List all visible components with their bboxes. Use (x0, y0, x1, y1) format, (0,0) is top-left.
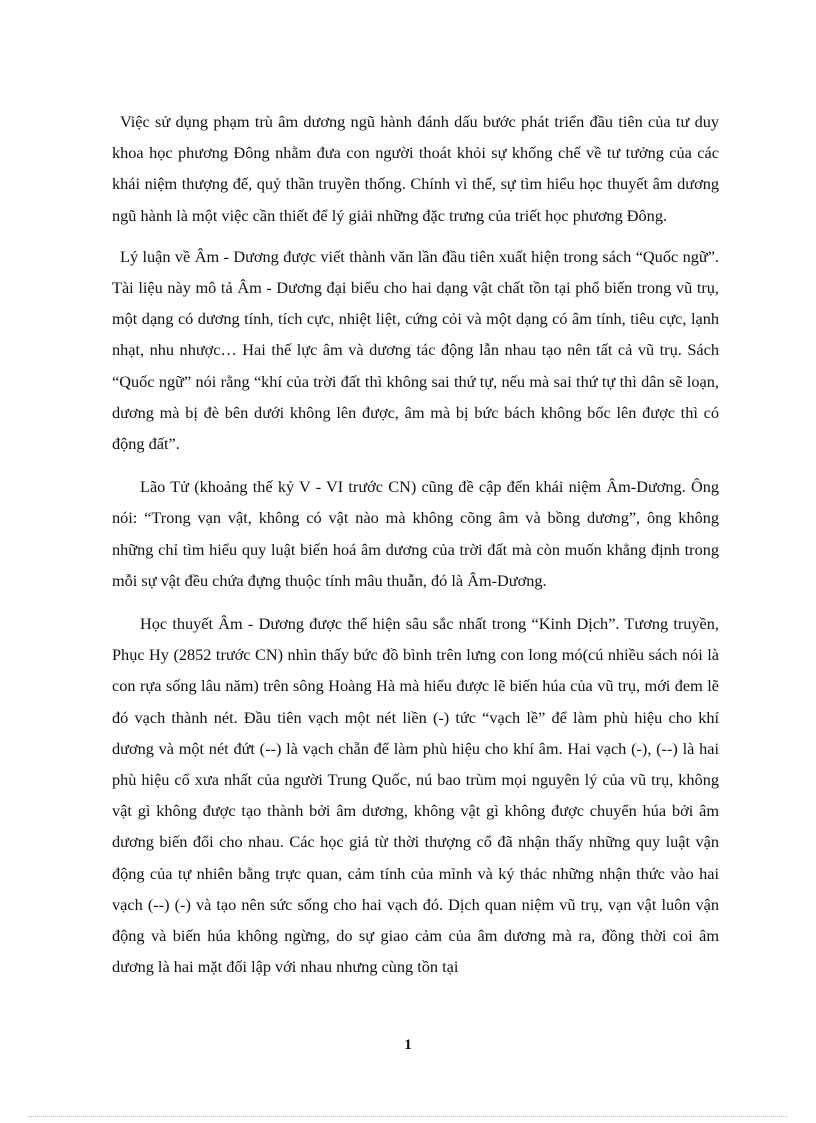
paragraph-1: Việc sử dụng phạm trù âm dương ngũ hành đánh dấu bước phát triển đầu tiên của tư duy khoa học phương Đông nhằm đưa con người thoát khỏi sự khống chế về tư tưởng của các khái niệm thượng đế, quỷ thần truyền thống. Chính vì thế, sự tìm hiểu học thuyết âm dương ngũ hành là một việc cần thiết để lý giải những đặc trưng của triết học phương Đông. (112, 112, 719, 225)
paragraph-2: Lý luận về Âm - Dương được viết thành văn lần đầu tiên xuất hiện trong sách “Quốc ngữ”. Tài liệu này mô tả Âm - Dương đại biểu cho hai dạng vật chất tồn tại phổ biến trong vũ trụ, một dạng có dương tính, tích cực, nhiệt liệt, cứng cỏi và một dạng có âm tính, tiêu cực, lạnh nhạt, nhu nhược… Hai thế lực âm và dương tác động lẫn nhau tạo nên tất cả vũ trụ. Sách “Quốc ngữ” nói rằng “khí của trời đất thì không sai thứ tự, nếu mà sai thứ tự thì dân sẽ loạn, dương mà bị đè bên dưới không lên được, âm mà bị bức bách không bốc lên được thì có động đất”. (112, 246, 719, 454)
document-body (112, 106, 719, 994)
page-bottom-divider (28, 1116, 788, 1117)
page-number: 1 (404, 1037, 412, 1053)
paragraph-3: Lão Tử (khoảng thế kỷ V - VI trước CN) cũng đề cập đến khái niệm Âm-Dương. Ông nói: “Trong vạn vật, không có vật nào mà không cõng âm và bồng dương”, ông không những chỉ tìm hiểu quy luật biến hoá âm dương của trời đất mà còn muốn khẳng định trong mỗi sự vật đều chứa đựng thuộc tính mâu thuẫn, đó là Âm-Dương. (112, 477, 719, 590)
paragraph-4: Học thuyết Âm - Dương được thể hiện sâu sắc nhất trong “Kinh Dịch”. Tương truyền, Phục Hy (2852 trước CN) nhìn thấy bức đồ bình trên lưng con long mó(cú nhiều sách nói là con rựa sống lâu năm) trên sông Hoàng Hà mà hiểu được lẽ biến húa của vũ trụ, mới đem lẽ đó vạch thành nét. Đầu tiên vạch một nét liền (-) tức “vạch lề” để làm phù hiệu cho khí dương và một nét đứt (--) là vạch chẵn để làm phù hiệu cho khí âm. Hai vạch (-), (--) là hai phù hiệu cổ xưa nhất của người Trung Quốc, nú bao trùm mọi nguyên lý của vũ trụ, không vật gì không được tạo thành bởi âm dương, không vật gì không được chuyển húa bởi âm dương biến đổi cho nhau. Các học giả từ thời thượng cổ đã nhận thấy những quy luật vận động của tự nhiên bằng trực quan, cảm tính của mình và ký thác những nhận thức vào hai vạch (--) (-) và tạo nên sức sống cho hai vạch đó. Dịch quan niệm vũ trụ, vạn vật luôn vận động và biến húa không ngừng, do sự giao cảm của âm dương mà ra, đồng thời coi âm dương là hai mặt đối lập với nhau nhưng cùng tồn tại (112, 614, 719, 977)
